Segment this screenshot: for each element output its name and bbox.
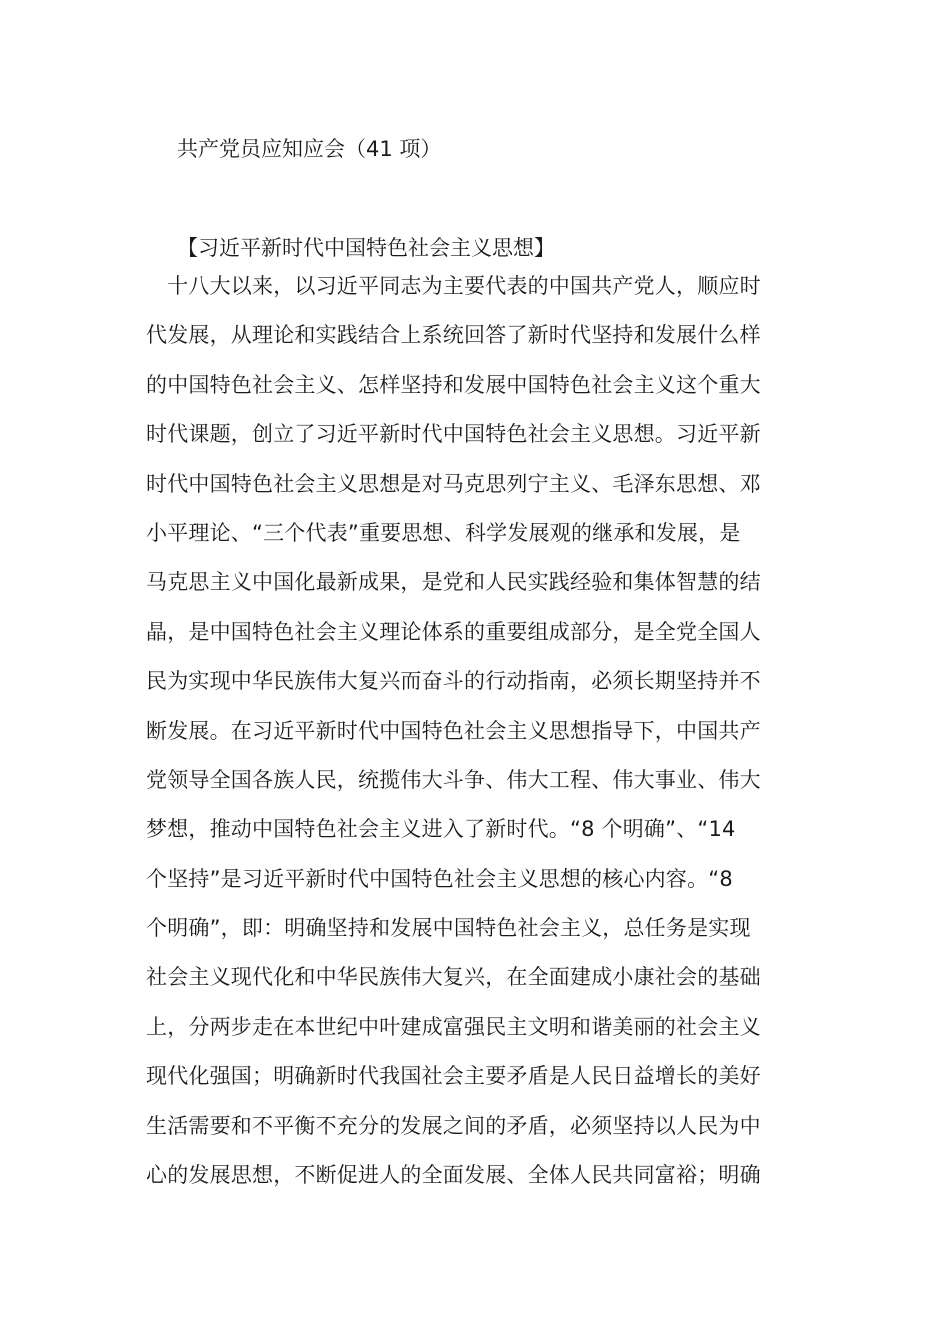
paragraph-line: 社会主义现代化和中华民族伟大复兴，在全面建成小康社会的基础 — [146, 965, 761, 990]
paragraph-line: 代发展，从理论和实践结合上系统回答了新时代坚持和发展什么样 — [146, 323, 761, 348]
paragraph-line: 生活需要和不平衡不充分的发展之间的矛盾，必须坚持以人民为中 — [146, 1113, 761, 1138]
paragraph-line: 心的发展思想，不断促进人的全面发展、全体人民共同富裕；明确 — [146, 1163, 761, 1188]
paragraph-line: 现代化强国；明确新时代我国社会主要矛盾是人民日益增长的美好 — [146, 1064, 761, 1089]
paragraph-line: 上，分两步走在本世纪中叶建成富强民主文明和谐美丽的社会主义 — [146, 1014, 761, 1039]
paragraph-line: 断发展。在习近平新时代中国特色社会主义思想指导下，中国共产 — [146, 718, 761, 743]
section-heading: 【习近平新时代中国特色社会主义思想】 — [177, 236, 555, 260]
paragraph-line: 晶，是中国特色社会主义理论体系的重要组成部分，是全党全国人 — [146, 619, 761, 644]
document-title: 共产党员应知应会（41 项） — [177, 137, 442, 161]
paragraph-line: 时代课题，创立了习近平新时代中国特色社会主义思想。习近平新 — [146, 422, 761, 447]
paragraph-line: 的中国特色社会主义、怎样坚持和发展中国特色社会主义这个重大 — [146, 372, 761, 397]
paragraph-line: 民为实现中华民族伟大复兴而奋斗的行动指南，必须长期坚持并不 — [146, 669, 761, 694]
paragraph-line: 时代中国特色社会主义思想是对马克思列宁主义、毛泽东思想、邓 — [146, 471, 761, 496]
paragraph-line: 马克思主义中国化最新成果，是党和人民实践经验和集体智慧的结 — [146, 570, 761, 595]
paragraph-line: 小平理论、“三个代表”重要思想、科学发展观的继承和发展，是 — [146, 520, 741, 545]
paragraph-line: 个坚持”是习近平新时代中国特色社会主义思想的核心内容。“8 — [146, 866, 733, 891]
body-paragraph — [146, 262, 836, 1200]
paragraph-line: 党领导全国各族人民，统揽伟大斗争、伟大工程、伟大事业、伟大 — [146, 767, 761, 792]
paragraph-line: 十八大以来，以习近平同志为主要代表的中国共产党人，顺应时 — [146, 274, 761, 298]
paragraph-line: 个明确”，即：明确坚持和发展中国特色社会主义，总任务是实现 — [146, 916, 751, 941]
paragraph-line: 梦想，推动中国特色社会主义进入了新时代。“8 个明确”、“14 — [146, 817, 736, 842]
